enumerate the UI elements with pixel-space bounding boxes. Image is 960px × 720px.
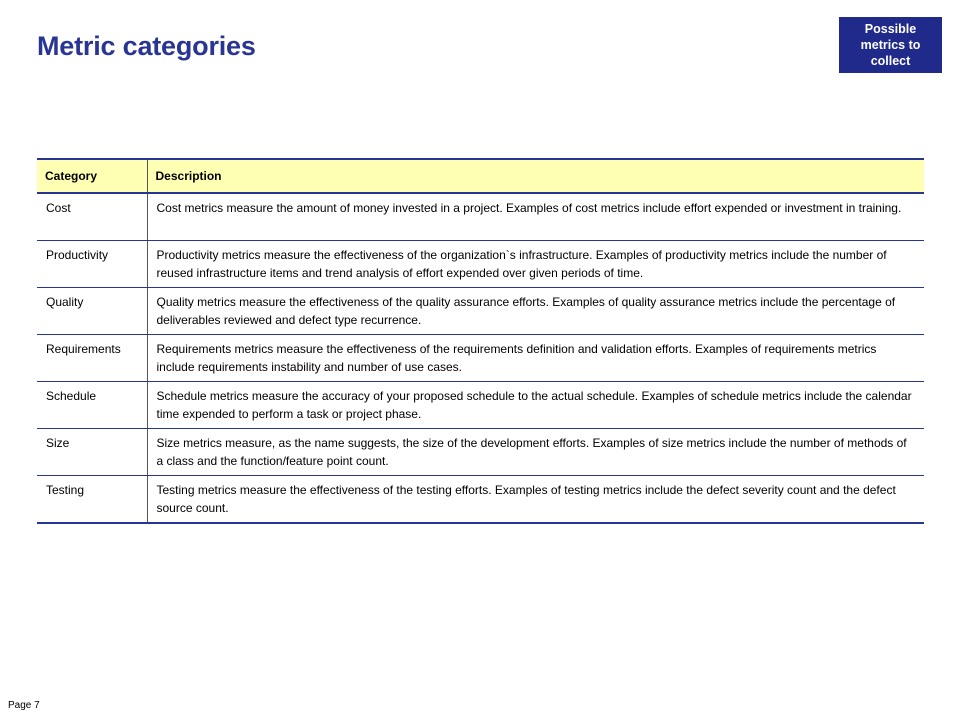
badge-line-3: collect	[870, 54, 911, 69]
page-number: Page 7	[8, 700, 40, 711]
table-header-row	[37, 159, 924, 193]
column-header-category: Category	[37, 159, 147, 193]
badge-line-1: Possible	[864, 21, 917, 36]
description-cell: Requirements metrics measure the effectiveness of the requirements definition and validation efforts. Examples of requirements metrics include requirements instability and number of use cases.	[147, 335, 924, 382]
category-cell: Quality	[37, 288, 147, 335]
description-cell: Size metrics measure, as the name suggests, the size of the development efforts. Examples of size metrics include the number of methods of a class and the function/feature point count.	[147, 429, 924, 476]
category-cell: Size	[37, 429, 147, 476]
description-cell: Quality metrics measure the effectiveness of the quality assurance efforts. Examples of quality assurance metrics include the percentage of deliverables reviewed and defect type recurrence.	[147, 288, 924, 335]
description-cell: Productivity metrics measure the effectiveness of the organization`s infrastructure. Examples of productivity metrics include the number of reused infrastructure items and trend analysis of effort expended over given periods of time.	[147, 241, 924, 288]
table-row	[37, 288, 924, 335]
category-cell: Cost	[37, 193, 147, 241]
table-row	[37, 241, 924, 288]
table-row	[37, 476, 924, 524]
table-row	[37, 429, 924, 476]
category-cell: Productivity	[37, 241, 147, 288]
category-cell: Schedule	[37, 382, 147, 429]
table-row	[37, 335, 924, 382]
page-title: Metric categories	[37, 31, 256, 61]
category-cell: Testing	[37, 476, 147, 524]
description-cell: Schedule metrics measure the accuracy of your proposed schedule to the actual schedule. Examples of schedule metrics include the calendar time expended to perform a task or project phase.	[147, 382, 924, 429]
badge-line-2: metrics to	[860, 37, 921, 52]
column-header-description: Description	[147, 159, 924, 193]
metric-categories-table-container	[37, 158, 924, 524]
metric-categories-table	[37, 158, 924, 524]
description-cell: Testing metrics measure the effectiveness of the testing efforts. Examples of testing metrics include the defect severity count and the defect source count.	[147, 476, 924, 524]
table-row	[37, 382, 924, 429]
description-cell: Cost metrics measure the amount of money invested in a project. Examples of cost metrics include effort expended or investment in training.	[147, 193, 924, 241]
category-cell: Requirements	[37, 335, 147, 382]
possible-metrics-badge	[839, 17, 942, 73]
table-row	[37, 193, 924, 241]
